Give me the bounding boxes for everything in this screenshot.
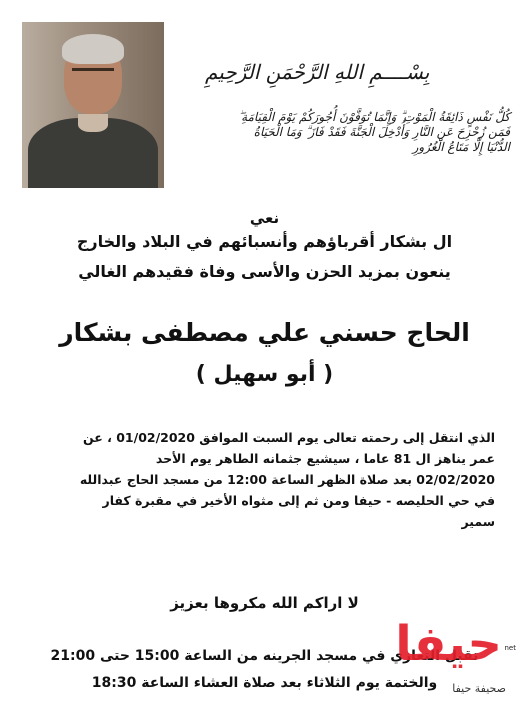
details-line: الذي انتقل إلى رحمته تعالى يوم السبت الموافق 01/02/2020 ، عن [82, 430, 495, 445]
closing-phrase: لا اراكم الله مكروها بعزيز [170, 594, 359, 612]
verse-line: فَمَن زُحْزِحَ عَنِ النَّارِ وَأُدْخِلَ الْجَنَّةَ فَقَدْ فَازَ ۗ وَمَا الْحَيَاةُ [253, 125, 510, 139]
details-line: سمير [461, 514, 495, 529]
logo-suffix: net [504, 644, 516, 652]
condolence-line-1: تقبل التعازي في مسجد الجرينه من الساعة 15:00 حتى 21:00 [50, 648, 479, 664]
details-line: في حي الحليصه - حيفا ومن ثم إلى مثواه الأخير في مقبرة كفار [102, 493, 495, 508]
heading: نعي [249, 209, 280, 227]
details-line: عمر يناهز ال 81 عاما ، سيشيع جثمانه الطاهر يوم الأحد [155, 451, 495, 466]
condolence-line-2: والختمة يوم الثلاثاء بعد صلاة العشاء الساعة 18:30 [91, 675, 438, 691]
deceased-kunya: ( أبو سهيل ) [195, 362, 334, 387]
logo-subtitle: صحيفة حيفا [452, 682, 506, 695]
haifa-logo [338, 612, 524, 709]
intro-line-2: ينعون بمزيد الحزن والأسى وفاة فقيدهم الغالي [78, 262, 451, 281]
quran-verse [170, 110, 510, 155]
funeral-details [30, 427, 495, 532]
deceased-photo [22, 22, 164, 188]
photo-collar [78, 114, 108, 132]
intro-line-1: ال بشكار أقرباؤهم وأنسبائهم في البلاد والخارج [76, 232, 453, 251]
basmala: بِسْــــمِ اللهِ الرَّحْمَنِ الرَّحِيمِ [205, 60, 430, 84]
photo-hair [62, 34, 124, 64]
verse-line: الدُّنْيَا إِلَّا مَتَاعُ الْغُرُورِ [412, 140, 510, 154]
details-line: 02/02/2020 بعد صلاة الظهر الساعة 12:00 من مسجد الحاج عبدالله [79, 472, 495, 487]
deceased-name: الحاج حسني علي مصطفى بشكار [59, 318, 470, 347]
logo-wordmark: حيفا [395, 616, 502, 672]
photo-glasses [72, 68, 114, 81]
verse-line: كُلُّ نَفْسٍ ذَائِقَةُ الْمَوْتِ ۗ وَإِنَّمَا تُوَفَّوْنَ أُجُورَكُمْ يَوْمَ الْقِيَامَةِ ۖ [238, 110, 510, 124]
